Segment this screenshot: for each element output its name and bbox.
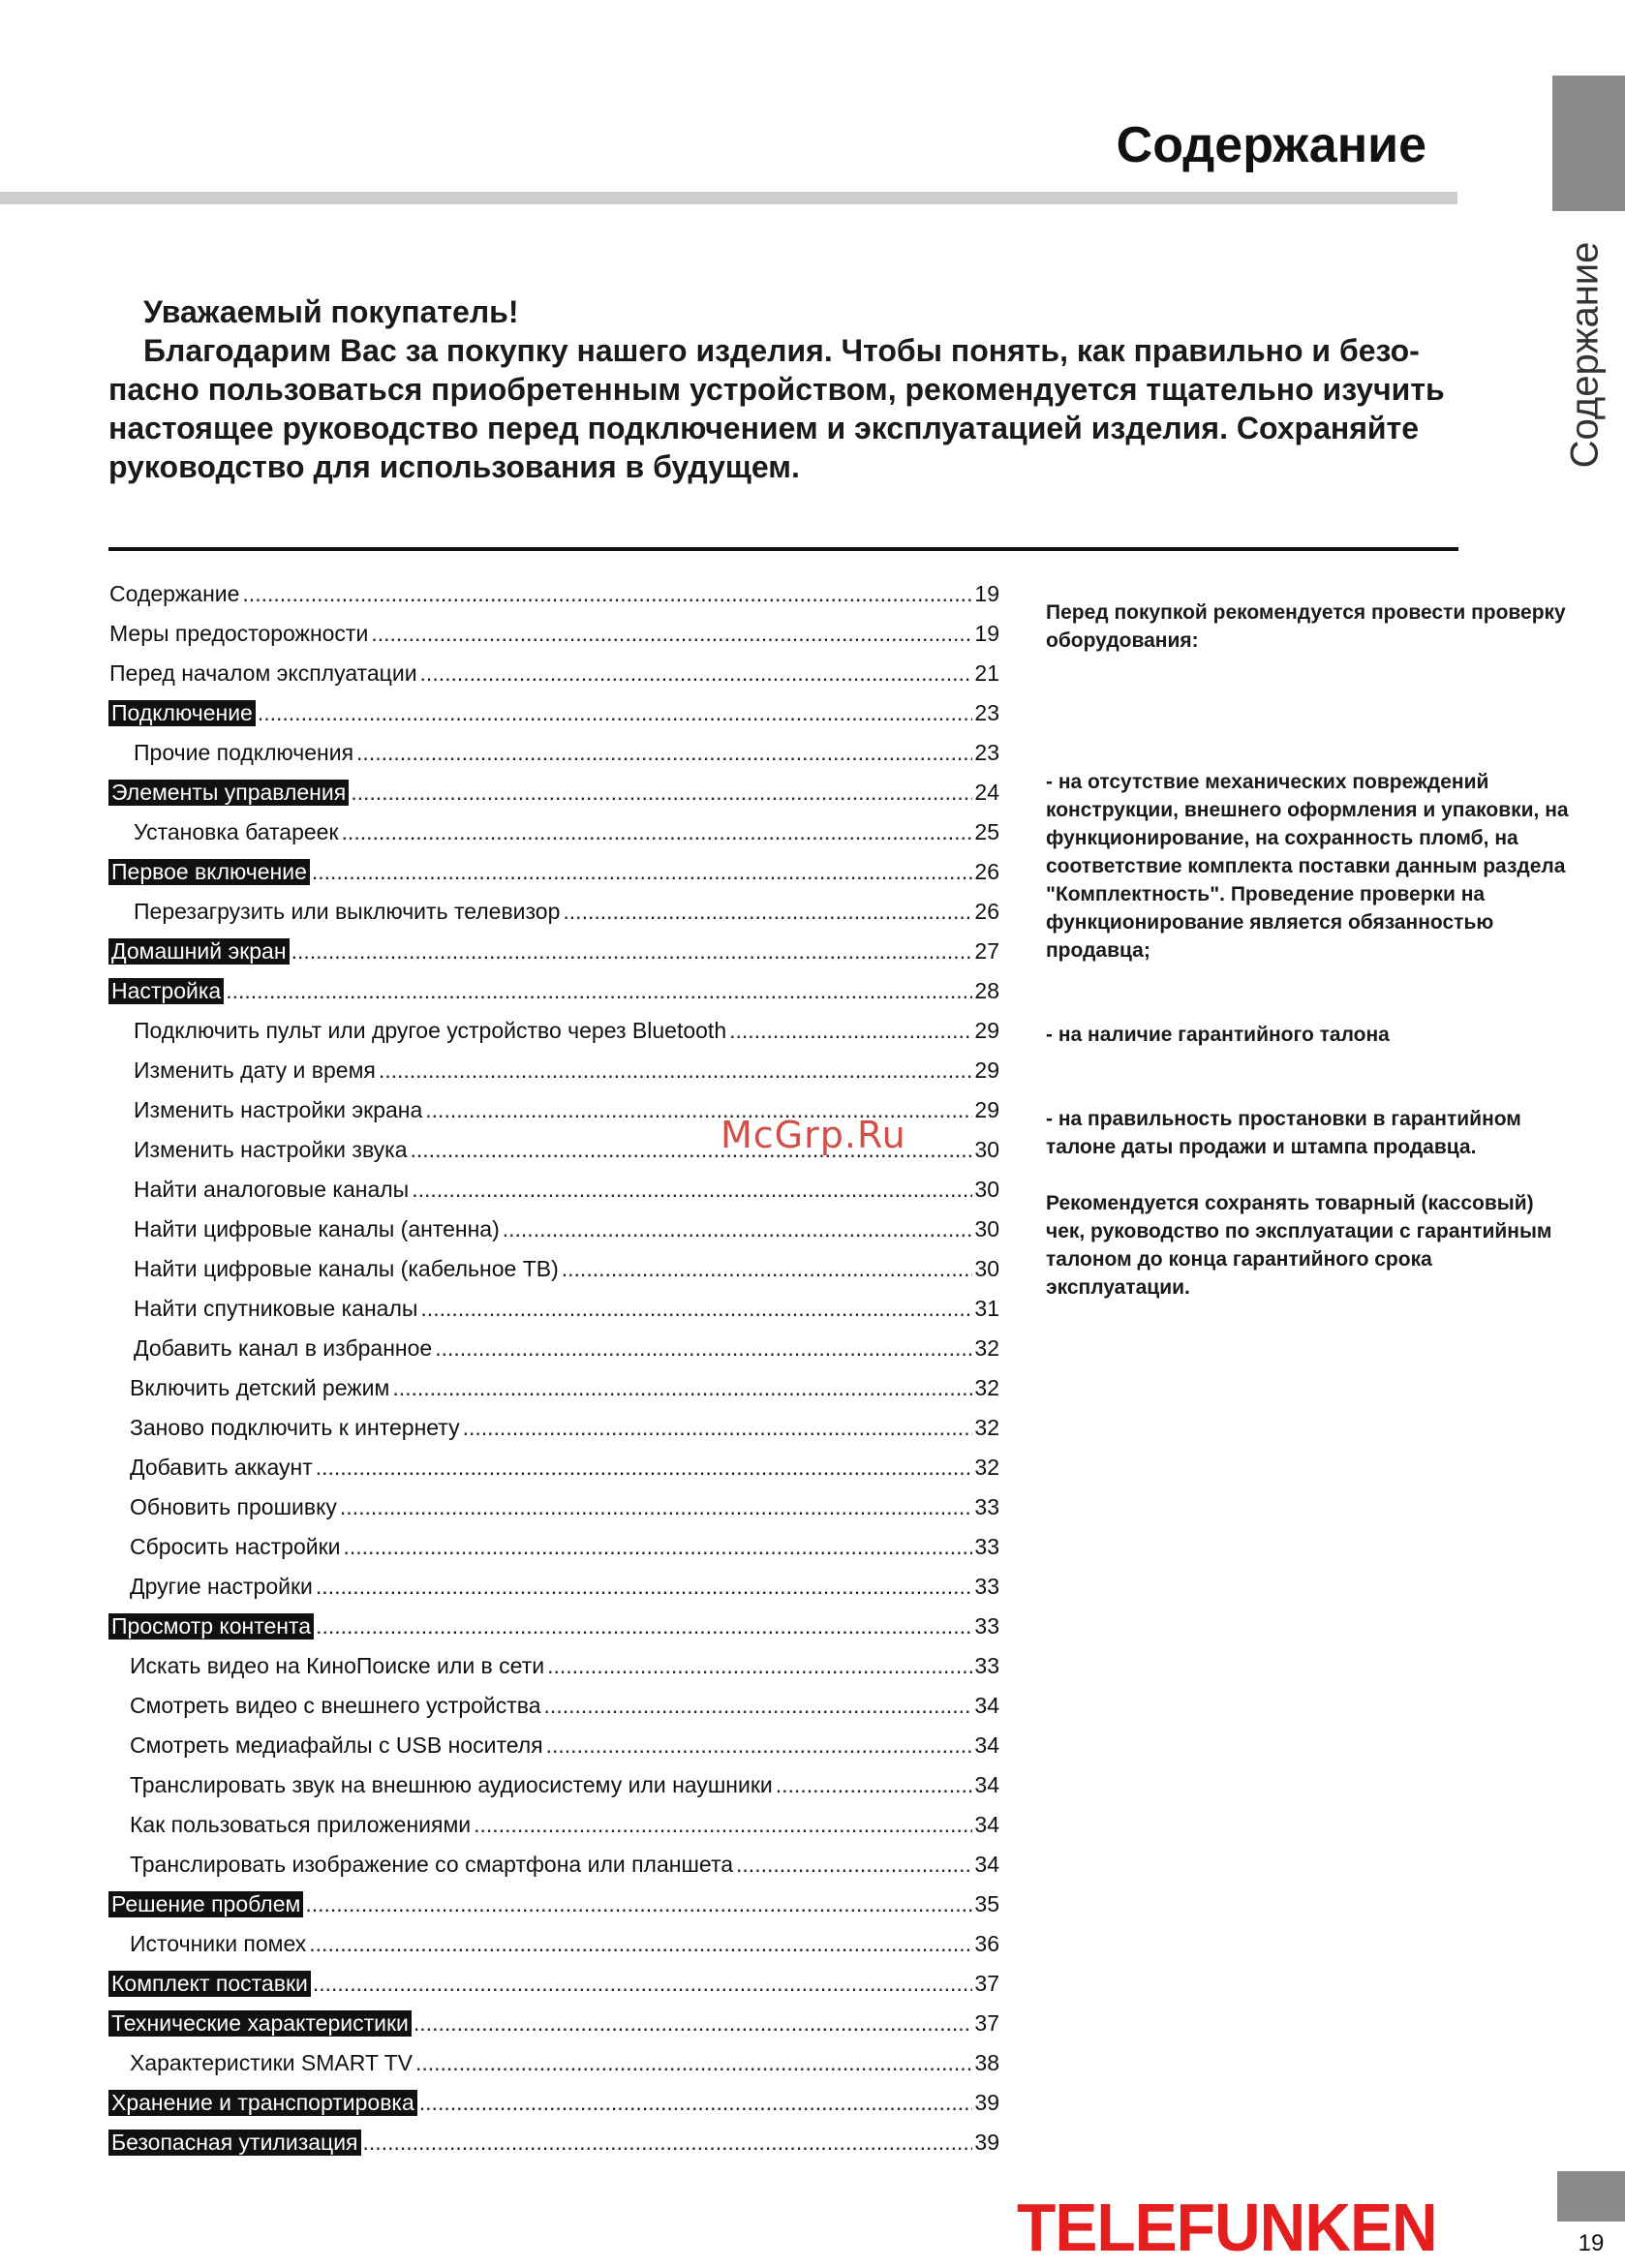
toc-leader-dots — [503, 1216, 973, 1242]
toc-entry-page: 19 — [974, 621, 999, 646]
toc-leader-dots — [544, 1693, 973, 1719]
toc-leader-dots — [562, 1256, 973, 1282]
toc-entry-title: Найти цифровые каналы (антенна) — [134, 1216, 500, 1241]
toc-entry-title: Комплект поставки — [108, 1971, 311, 1997]
page-title: Содержание — [1116, 117, 1426, 173]
greeting: Уважаемый покупатель! — [143, 294, 519, 329]
page-tab-marker — [1557, 2171, 1625, 2222]
toc-leader-dots — [242, 581, 972, 607]
toc-entry-page: 23 — [974, 740, 999, 765]
toc-entry-page: 35 — [974, 1891, 999, 1916]
toc-entry-title: Перезагрузить или выключить телевизор — [134, 899, 561, 924]
toc-entry-title: Транслировать изображение со смартфона или планшета — [130, 1852, 734, 1877]
toc-entry-title: Просмотр контента — [108, 1613, 314, 1640]
toc-entry-title: Включить детский режим — [130, 1375, 390, 1400]
toc-entry-title: Искать видео на КиноПоиске или в сети — [130, 1653, 545, 1678]
toc-leader-dots — [414, 2010, 973, 2037]
toc-entry-title: Меры предосторожности — [109, 621, 369, 646]
toc-entry-page: 29 — [974, 1057, 999, 1083]
intro-block — [108, 292, 1464, 486]
toc-entry-title: Найти аналоговые каналы — [134, 1177, 410, 1202]
toc-entry-page: 26 — [974, 899, 999, 924]
toc-entry — [108, 1534, 999, 1574]
toc-leader-dots — [776, 1772, 973, 1798]
toc-entry — [108, 1018, 999, 1057]
toc-entry — [108, 1177, 999, 1216]
toc-entry — [108, 1057, 999, 1097]
toc-leader-dots — [563, 899, 972, 925]
toc-entry-page: 37 — [974, 2010, 999, 2036]
toc-entry-page: 34 — [974, 1772, 999, 1797]
toc-entry — [108, 1653, 999, 1693]
toc-entry — [108, 1772, 999, 1812]
toc-entry-title: Найти цифровые каналы (кабельное ТВ) — [134, 1256, 559, 1281]
toc-leader-dots — [316, 1613, 972, 1640]
toc-entry-title: Установка батареек — [134, 819, 339, 844]
toc-entry-title: Другие настройки — [130, 1574, 313, 1599]
toc-entry-title: Как пользоваться приложениями — [130, 1812, 472, 1837]
toc-entry — [108, 1296, 999, 1335]
toc-entry — [108, 1852, 999, 1891]
brand-logo: TELEFUNKEN — [1017, 2190, 1437, 2265]
toc-entry-page: 33 — [974, 1574, 999, 1599]
toc-entry — [108, 1216, 999, 1256]
toc-entry-title: Перед началом эксплуатации — [109, 660, 417, 686]
toc-leader-dots — [729, 1018, 972, 1044]
toc-entry-title: Изменить дату и время — [134, 1057, 376, 1083]
toc-entry-page: 29 — [974, 1018, 999, 1043]
toc-entry-title: Изменить настройки экрана — [134, 1097, 423, 1122]
toc-entry-title: Добавить канал в избранное — [134, 1335, 433, 1361]
toc-entry-title: Подключить пульт или другое устройство через Bluetooth — [134, 1018, 727, 1043]
toc-entry-page: 33 — [974, 1534, 999, 1559]
toc-entry — [108, 1415, 999, 1455]
toc-leader-dots — [363, 2130, 973, 2156]
toc-entry — [108, 1931, 999, 1971]
toc-leader-dots — [309, 1931, 972, 1957]
toc-entry-title: Элементы управления — [108, 780, 349, 806]
toc-entry — [108, 899, 999, 938]
toc-entry-page: 30 — [974, 1177, 999, 1202]
toc-entry-page: 30 — [974, 1216, 999, 1241]
toc-leader-dots — [305, 1891, 972, 1917]
toc-leader-dots — [340, 1494, 972, 1520]
toc-leader-dots — [736, 1852, 972, 1878]
toc-leader-dots — [547, 1653, 972, 1679]
purchase-notes — [1046, 598, 1569, 1302]
toc-entry — [108, 819, 999, 859]
toc-entry-title: Настройка — [108, 978, 224, 1004]
toc-entry-page: 31 — [974, 1296, 999, 1321]
toc-entry-page: 32 — [974, 1415, 999, 1440]
toc-entry — [108, 2090, 999, 2130]
toc-leader-dots — [392, 1375, 972, 1401]
toc-entry-page: 25 — [974, 819, 999, 844]
toc-leader-dots — [291, 938, 973, 965]
toc-entry-title: Добавить аккаунт — [130, 1455, 313, 1480]
toc-entry-page: 28 — [974, 978, 999, 1003]
toc-entry — [108, 1455, 999, 1494]
toc-entry-page: 37 — [974, 1971, 999, 1996]
toc-entry — [108, 1891, 999, 1931]
toc-entry — [108, 1613, 999, 1653]
toc-entry-title: Заново подключить к интернету — [130, 1415, 460, 1440]
toc-entry-title: Смотреть видео с внешнего устройства — [130, 1693, 541, 1718]
toc-entry — [108, 740, 999, 780]
toc-leader-dots — [474, 1812, 972, 1838]
toc-entry-title: Хранение и транспортировка — [108, 2090, 417, 2116]
toc-leader-dots — [412, 1177, 972, 1203]
toc-entry-page: 39 — [974, 2130, 999, 2155]
toc-leader-dots — [415, 2050, 972, 2076]
toc-entry — [108, 2130, 999, 2169]
toc-entry-page: 38 — [974, 2050, 999, 2075]
toc-entry-page: 34 — [974, 1812, 999, 1837]
toc-entry — [108, 1256, 999, 1296]
toc-leader-dots — [312, 859, 973, 885]
toc-entry — [108, 859, 999, 899]
toc-entry-page: 30 — [974, 1256, 999, 1281]
toc-entry-page: 24 — [974, 780, 999, 805]
toc-leader-dots — [226, 978, 972, 1004]
side-section-label — [1547, 229, 1624, 480]
toc-entry-title: Решение проблем — [108, 1891, 303, 1917]
toc-leader-dots — [316, 1455, 973, 1481]
toc-entry — [108, 1812, 999, 1852]
toc-entry-title: Изменить настройки звука — [134, 1137, 408, 1162]
side-tab-marker — [1552, 76, 1625, 211]
toc-entry-title: Содержание — [109, 581, 240, 606]
toc-entry-page: 33 — [974, 1613, 999, 1639]
toc-entry-title: Подключение — [108, 700, 256, 726]
watermark: McGrp.Ru — [721, 1114, 906, 1156]
toc-entry — [108, 1375, 999, 1415]
toc-entry — [108, 1335, 999, 1375]
toc-leader-dots — [371, 621, 972, 647]
toc-entry-title: Обновить прошивку — [130, 1494, 337, 1519]
toc-entry-page: 19 — [974, 581, 999, 606]
toc-leader-dots — [420, 660, 973, 687]
toc-entry-page: 23 — [974, 700, 999, 725]
toc-entry-page: 32 — [974, 1375, 999, 1400]
toc-entry-title: Технические характеристики — [108, 2010, 412, 2037]
notes-item-damage: - на отсутствие механических повреждений конструкции, внешнего оформления и упаковки, на функционирование, на сохранность пломб, на соответствие комплекта поставки данным раздела "Комплектность". Проведение проверки на функционирование является обязанностью продавца; — [1046, 771, 1569, 962]
notes-item-date-stamp: - на правильность простановки в гарантийном талоне даты продажи и штампа продавца. — [1046, 1108, 1521, 1158]
toc-entry-title: Характеристики SMART TV — [130, 2050, 413, 2075]
toc-leader-dots — [342, 819, 973, 845]
side-section-label-text: Содержание — [1563, 241, 1607, 468]
toc-entry-page: 33 — [974, 1653, 999, 1678]
toc-entry-page: 21 — [974, 660, 999, 686]
toc-leader-dots — [316, 1574, 973, 1600]
intro-first-line: Благодарим Вас за покупку нашего изделия. Чтобы понять, как правильно и безо- — [143, 333, 1420, 368]
notes-closing: Рекомендуется сохранять товарный (кассовый) чек, руководство по эксплуатации с гарантийным талоном до конца гарантийного срока эксплуатации. — [1046, 1192, 1552, 1299]
toc-entry-page: 29 — [974, 1097, 999, 1122]
toc-entry — [108, 780, 999, 819]
toc-entry-page: 34 — [974, 1852, 999, 1877]
toc-entry-page: 39 — [974, 2090, 999, 2115]
toc-entry — [108, 700, 999, 740]
notes-intro: Перед покупкой рекомендуется провести проверку оборудования: — [1046, 601, 1566, 652]
toc-entry-page: 30 — [974, 1137, 999, 1162]
toc-entry-page: 27 — [974, 938, 999, 964]
intro-rest: пасно пользоваться приобретенным устройством, рекомендуется тщательно изучить настоящее руководство перед подключением и эксплуатацией изделия. Сохраняйте руководство для использования в будущем. — [108, 372, 1445, 484]
toc-leader-dots — [351, 780, 972, 806]
intro-paragraph — [108, 331, 1464, 486]
toc-leader-dots — [313, 1971, 973, 1997]
toc-leader-dots — [258, 700, 973, 726]
toc-entry-page: 34 — [974, 1732, 999, 1758]
toc-leader-dots — [344, 1534, 973, 1560]
toc-leader-dots — [463, 1415, 973, 1441]
toc-entry — [108, 581, 999, 621]
toc-leader-dots — [356, 740, 972, 766]
toc-entry-title: Смотреть медиафайлы с USB носителя — [130, 1732, 543, 1758]
toc-entry-title: Безопасная утилизация — [108, 2130, 361, 2156]
toc-entry — [108, 938, 999, 978]
title-divider — [0, 192, 1457, 204]
toc-entry-page: 32 — [974, 1335, 999, 1361]
toc-entry-page: 36 — [974, 1931, 999, 1956]
toc-leader-dots — [435, 1335, 972, 1362]
toc-entry-page: 34 — [974, 1693, 999, 1718]
toc-entry — [108, 2050, 999, 2090]
toc-entry-page: 32 — [974, 1455, 999, 1480]
toc-entry — [108, 1732, 999, 1772]
toc-leader-dots — [419, 2090, 973, 2116]
toc-entry-title: Транслировать звук на внешнюю аудиосистему или наушники — [130, 1772, 773, 1797]
toc-entry-title: Найти спутниковые каналы — [134, 1296, 418, 1321]
toc-entry-title: Первое включение — [108, 859, 310, 885]
toc-entry — [108, 660, 999, 700]
notes-item-warranty: - на наличие гарантийного талона — [1046, 1024, 1390, 1046]
toc-entry — [108, 1574, 999, 1613]
intro-divider — [108, 547, 1458, 551]
toc-entry-title: Домашний экран — [108, 938, 290, 965]
table-of-contents — [108, 581, 999, 2169]
toc-entry-page: 26 — [974, 859, 999, 884]
toc-leader-dots — [546, 1732, 973, 1759]
toc-entry-title: Источники помех — [130, 1931, 307, 1956]
toc-entry — [108, 1494, 999, 1534]
toc-entry-title: Сбросить настройки — [130, 1534, 341, 1559]
toc-entry — [108, 1693, 999, 1732]
toc-entry — [108, 2010, 999, 2050]
toc-leader-dots — [379, 1057, 973, 1084]
page-number: 19 — [1578, 2230, 1605, 2256]
toc-entry-page: 33 — [974, 1494, 999, 1519]
toc-entry-title: Прочие подключения — [134, 740, 354, 765]
toc-leader-dots — [420, 1296, 972, 1322]
toc-entry — [108, 621, 999, 660]
toc-entry — [108, 1971, 999, 2010]
toc-entry — [108, 978, 999, 1018]
